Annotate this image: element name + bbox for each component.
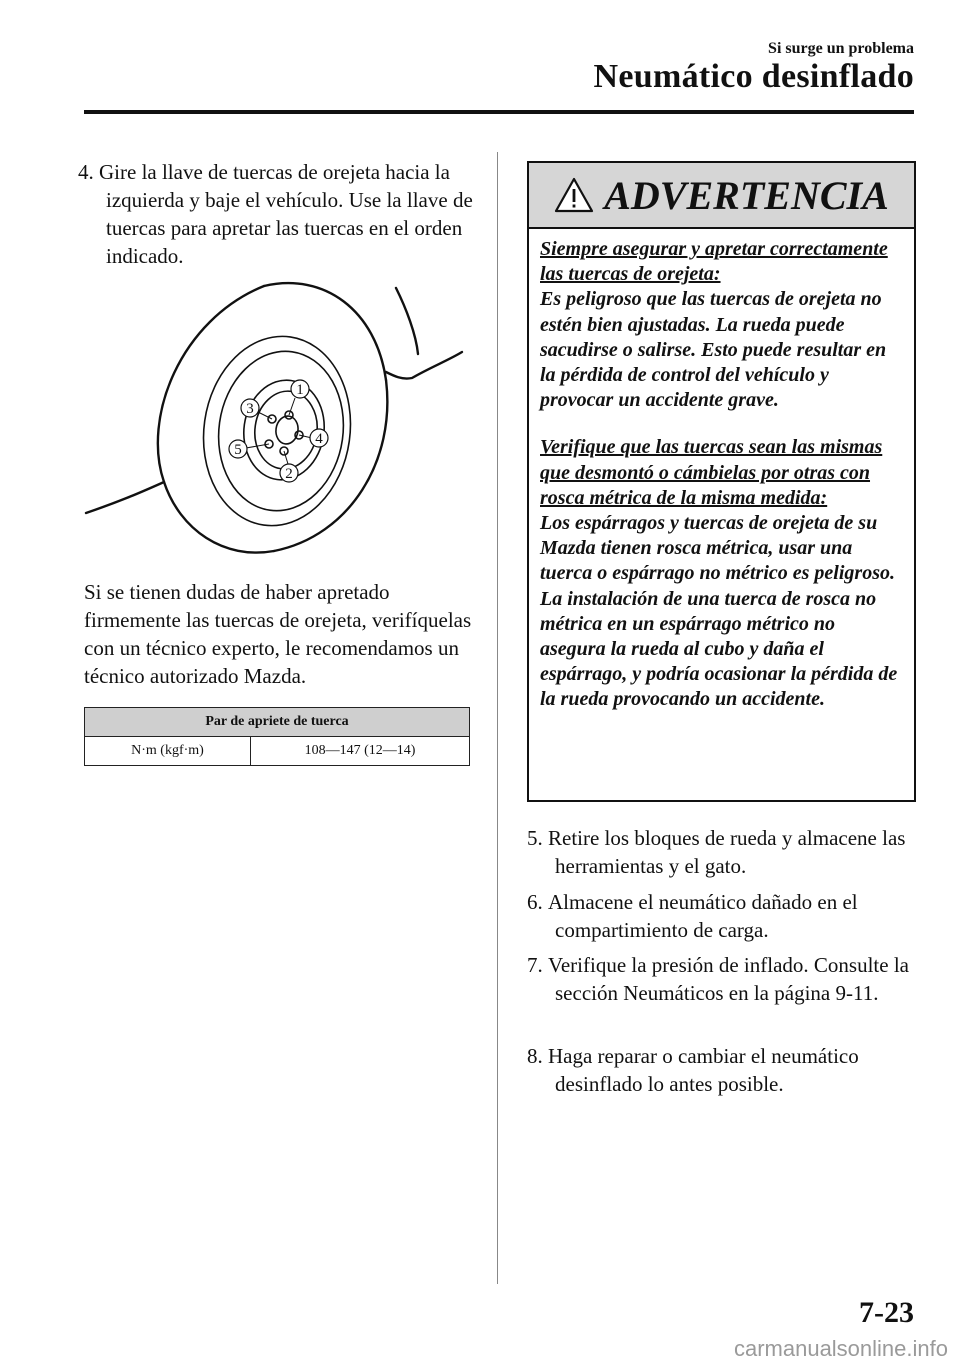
header-rule <box>84 110 914 114</box>
warning-text-2: Los espárragos y tuercas de orejeta de su Mazda tienen rosca métrica, usar una tuerca o espárrago no métrico es peligroso. La instalación de una tuerca de rosca no métrica en un espárrago métrico no asegura la rueda al cubo y daña el espárrago, y podría ocasionar la pérdida de la rueda provocando un accidente. <box>540 512 898 711</box>
step-text: Retire los bloques de rueda y almacene las herramientas y el gato. <box>548 826 906 878</box>
page-number: 7-23 <box>859 1296 914 1329</box>
step-number: 6. <box>527 890 543 914</box>
step-number: 4. <box>78 160 94 184</box>
torque-unit: N·m (kgf·m) <box>85 737 251 766</box>
step-number: 7. <box>527 953 543 977</box>
nut-label-3: 3 <box>246 401 254 417</box>
warning-heading-1: Siempre asegurar y apretar correctamente las tuercas de orejeta: <box>540 238 888 286</box>
warning-heading-2: Verifique que las tuercas sean las mismas que desmontó o cámbielas por otras con rosca métrica de la misma medida: <box>540 436 883 509</box>
warning-title: ADVERTENCIA <box>604 172 889 218</box>
step-number: 8. <box>527 1044 543 1068</box>
section-title: Si surge un problema <box>768 40 914 57</box>
step-text: Almacene el neumático dañado en el compartimiento de carga. <box>548 890 858 942</box>
watermark: carmanualsonline.info <box>733 1336 948 1361</box>
step-8 <box>527 1042 945 1098</box>
step-7 <box>527 951 945 1007</box>
nut-label-5: 5 <box>234 442 242 458</box>
nut-label-1: 1 <box>296 382 304 398</box>
step-text: Haga reparar o cambiar el neumático desinflado lo antes posible. <box>548 1044 859 1096</box>
step-number: 5. <box>527 826 543 850</box>
step-5 <box>527 824 945 880</box>
torque-value: 108—147 (12—14) <box>251 737 470 766</box>
wheel-nut-order-illustration <box>84 268 470 558</box>
verification-note: Si se tienen dudas de haber apretado firmemente las tuercas de orejeta, verifíquelas con un técnico experto, le recomendamos un técnico autorizado Mazda. <box>84 580 472 688</box>
column-divider <box>497 152 498 1284</box>
step-4 <box>78 158 506 270</box>
torque-table <box>84 707 470 766</box>
step-6 <box>527 888 945 944</box>
step-text: Verifique la presión de inflado. Consulte la sección Neumáticos en la página 9-11. <box>548 953 909 1005</box>
warning-triangle-icon <box>554 177 594 213</box>
nut-label-4: 4 <box>315 431 323 447</box>
warning-header <box>529 163 914 229</box>
warning-body <box>529 229 914 713</box>
nut-label-2: 2 <box>285 466 293 482</box>
page-title: Neumático desinflado <box>593 58 914 95</box>
step-text: Gire la llave de tuercas de orejeta hacia la izquierda y baje el vehículo. Use la llave de tuercas para apretar las tuercas en el orden indicado. <box>99 160 473 268</box>
warning-text-1: Es peligroso que las tuercas de orejeta no estén bien ajustadas. La rueda puede sacudirse o salirse. Esto puede resultar en la pérdida de control del vehículo y provocar un accidente grave. <box>540 288 887 412</box>
torque-table-header: Par de apriete de tuerca <box>85 708 470 737</box>
warning-box <box>527 161 916 802</box>
